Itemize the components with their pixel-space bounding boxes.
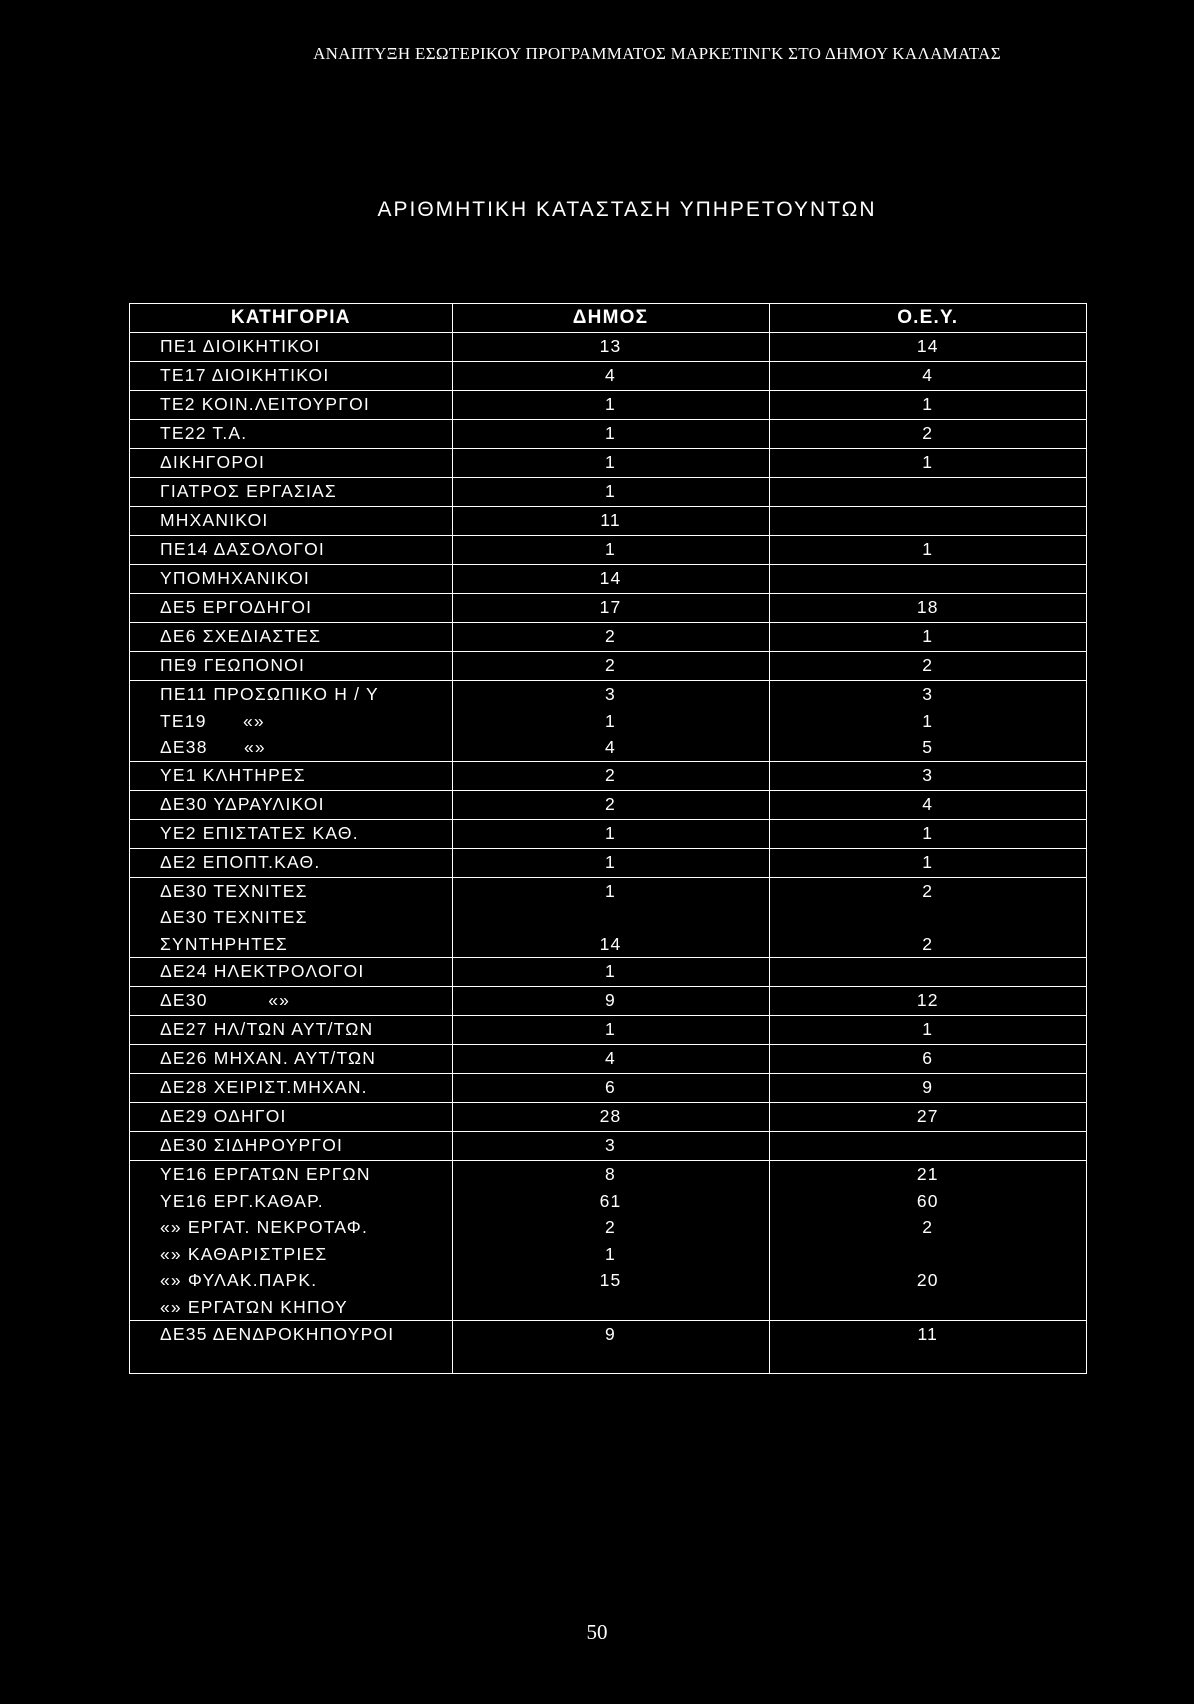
dimos-value: 13 bbox=[599, 336, 622, 356]
category-cell bbox=[130, 1103, 452, 1132]
category-cell bbox=[130, 987, 452, 1016]
category-cell bbox=[130, 391, 452, 420]
oey-cell bbox=[769, 1161, 1086, 1321]
dimos-value bbox=[453, 904, 769, 931]
oey-value: 1 bbox=[922, 394, 934, 414]
oey-cell bbox=[769, 449, 1086, 478]
category-cell bbox=[130, 333, 452, 362]
table-body bbox=[130, 333, 1086, 1374]
oey-value: 20 bbox=[916, 1270, 939, 1290]
category-value: «» ΦΥΛΑΚ.ΠΑΡΚ. bbox=[160, 1270, 318, 1290]
dimos-value: 1 bbox=[605, 880, 616, 901]
category-value: ΔΕ24 ΗΛΕΚΤΡΟΛΟΓΟΙ bbox=[160, 961, 365, 981]
category-value: ΔΕ30 ΤΕΧΝΙΤΕΣ bbox=[160, 907, 308, 927]
category-value: ΔΕ29 ΟΔΗΓΟΙ bbox=[160, 1106, 287, 1126]
table-row bbox=[130, 623, 1086, 652]
oey-value: 14 bbox=[916, 336, 939, 356]
oey-value: 2 bbox=[922, 423, 934, 443]
dimos-cell bbox=[452, 623, 769, 652]
category-value: ΤΕ19 «» bbox=[160, 710, 265, 731]
category-value: ΔΕ28 ΧΕΙΡΙΣΤ.ΜΗΧΑΝ. bbox=[160, 1077, 368, 1097]
dimos-value: 3 bbox=[605, 684, 616, 704]
oey-value bbox=[770, 904, 1087, 931]
dimos-value: 4 bbox=[605, 1048, 616, 1068]
category-value: ΔΕ26 ΜΗΧΑΝ. ΑΥΤ/ΤΩΝ bbox=[160, 1048, 377, 1068]
category-value: ΥΕ1 ΚΛΗΤΗΡΕΣ bbox=[160, 764, 306, 785]
dimos-value: 61 bbox=[599, 1190, 622, 1211]
dimos-value bbox=[453, 1294, 769, 1321]
oey-value bbox=[770, 1132, 1087, 1159]
dimos-cell bbox=[452, 478, 769, 507]
dimos-value: 17 bbox=[599, 597, 622, 617]
category-value: ΔΕ30 ΥΔΡΑΥΛΙΚΟΙ bbox=[160, 793, 325, 814]
dimos-value: 28 bbox=[599, 1106, 622, 1126]
oey-value: 3 bbox=[922, 764, 934, 785]
dimos-cell bbox=[452, 681, 769, 762]
category-cell bbox=[130, 623, 452, 652]
table-row bbox=[130, 507, 1086, 536]
dimos-value: 3 bbox=[605, 1135, 616, 1155]
dimos-value: 1 bbox=[605, 481, 616, 501]
oey-cell bbox=[769, 1103, 1086, 1132]
category-value: ΔΕ38 «» bbox=[160, 737, 266, 757]
dimos-cell bbox=[452, 1321, 769, 1374]
oey-value: 1 bbox=[922, 452, 934, 472]
dimos-cell bbox=[452, 420, 769, 449]
table-row bbox=[130, 1132, 1086, 1161]
category-value: ΥΠΟΜΗΧΑΝΙΚΟΙ bbox=[160, 568, 310, 588]
oey-value: 6 bbox=[922, 1048, 934, 1068]
dimos-cell bbox=[452, 1161, 769, 1321]
oey-cell bbox=[769, 623, 1086, 652]
dimos-value: 1 bbox=[605, 539, 616, 559]
category-value: ΔΙΚΗΓΟΡΟΙ bbox=[160, 452, 266, 472]
category-value: «» ΚΑΘΑΡΙΣΤΡΙΕΣ bbox=[160, 1243, 328, 1264]
oey-cell bbox=[769, 536, 1086, 565]
dimos-cell bbox=[452, 1132, 769, 1161]
oey-value: 1 bbox=[922, 626, 934, 646]
dimos-value: 1 bbox=[605, 851, 616, 872]
header-dimos: ΔΗΜΟΣ bbox=[452, 304, 769, 333]
category-cell bbox=[130, 877, 452, 958]
category-value: ΤΕ2 ΚΟΙΝ.ΛΕΙΤΟΥΡΓΟΙ bbox=[160, 394, 370, 414]
category-cell bbox=[130, 536, 452, 565]
oey-value bbox=[770, 507, 1087, 534]
dimos-value: 9 bbox=[605, 1324, 616, 1344]
oey-value: 12 bbox=[916, 990, 939, 1010]
dimos-cell bbox=[452, 790, 769, 819]
category-value: ΤΕ22 Τ.Α. bbox=[160, 423, 248, 443]
table-row bbox=[130, 420, 1086, 449]
oey-cell bbox=[769, 362, 1086, 391]
category-value: ΠΕ14 ΔΑΣΟΛΟΓΟΙ bbox=[160, 539, 325, 559]
category-value: ΤΕ17 ΔΙΟΙΚΗΤΙΚΟΙ bbox=[160, 365, 330, 385]
category-cell bbox=[130, 1016, 452, 1045]
oey-cell bbox=[769, 333, 1086, 362]
category-value: ΜΗΧΑΝΙΚΟΙ bbox=[160, 510, 269, 530]
oey-cell bbox=[769, 877, 1086, 958]
page-title: ΑΡΙΘΜΗΤΙΚΗ ΚΑΤΑΣΤΑΣΗ ΥΠΗΡΕΤΟΥΝΤΩΝ bbox=[377, 198, 877, 221]
dimos-cell bbox=[452, 848, 769, 877]
dimos-cell bbox=[452, 536, 769, 565]
category-cell bbox=[130, 761, 452, 790]
oey-cell bbox=[769, 391, 1086, 420]
oey-value bbox=[770, 1294, 1087, 1321]
dimos-value: 2 bbox=[605, 655, 616, 675]
category-value: ΥΕ16 ΕΡΓΑΤΩΝ ΕΡΓΩΝ bbox=[160, 1164, 371, 1184]
category-value: ΠΕ9 ΓΕΩΠΟΝΟΙ bbox=[160, 655, 306, 675]
category-value: ΓΙΑΤΡΟΣ ΕΡΓΑΣΙΑΣ bbox=[160, 481, 337, 501]
oey-value: 11 bbox=[917, 1324, 939, 1344]
category-value: ΔΕ6 ΣΧΕΔΙΑΣΤΕΣ bbox=[160, 626, 322, 646]
dimos-value: 1 bbox=[605, 1243, 616, 1264]
oey-cell bbox=[769, 1045, 1086, 1074]
dimos-value: 2 bbox=[605, 1217, 616, 1237]
oey-value: 2 bbox=[922, 655, 934, 675]
dimos-value: 4 bbox=[605, 365, 616, 385]
category-cell bbox=[130, 1161, 452, 1321]
oey-value: 4 bbox=[922, 793, 934, 814]
dimos-value: 1 bbox=[605, 394, 616, 414]
dimos-value: 2 bbox=[605, 626, 616, 646]
dimos-value: 11 bbox=[600, 510, 621, 530]
dimos-cell bbox=[452, 819, 769, 848]
category-value: ΔΕ30 ΤΕΧΝΙΤΕΣ bbox=[160, 880, 308, 901]
table-row bbox=[130, 681, 1086, 762]
category-value: ΣΥΝΤΗΡΗΤΕΣ bbox=[160, 933, 288, 954]
oey-cell bbox=[769, 987, 1086, 1016]
dimos-value: 1 bbox=[605, 710, 616, 731]
category-cell bbox=[130, 478, 452, 507]
dimos-value: 4 bbox=[605, 737, 616, 757]
dimos-cell bbox=[452, 877, 769, 958]
category-cell bbox=[130, 420, 452, 449]
oey-value: 3 bbox=[922, 684, 934, 704]
oey-value: 4 bbox=[922, 365, 934, 385]
oey-cell bbox=[769, 565, 1086, 594]
oey-value: 1 bbox=[922, 710, 934, 731]
table-row bbox=[130, 652, 1086, 681]
dimos-cell bbox=[452, 391, 769, 420]
oey-value bbox=[770, 1241, 1087, 1268]
table-row bbox=[130, 565, 1086, 594]
oey-value: 2 bbox=[922, 880, 934, 901]
oey-cell bbox=[769, 1016, 1086, 1045]
oey-cell bbox=[769, 958, 1086, 987]
category-cell bbox=[130, 1045, 452, 1074]
dimos-cell bbox=[452, 1045, 769, 1074]
dimos-value: 1 bbox=[605, 452, 616, 472]
category-value: ΔΕ35 ΔΕΝΔΡΟΚΗΠΟΥΡΟΙ bbox=[160, 1324, 395, 1344]
oey-cell bbox=[769, 1074, 1086, 1103]
table-row bbox=[130, 877, 1086, 958]
dimos-value: 1 bbox=[605, 822, 616, 843]
dimos-value: 15 bbox=[599, 1270, 622, 1290]
category-value: ΔΕ30 ΣΙΔΗΡΟΥΡΓΟΙ bbox=[160, 1135, 344, 1155]
oey-cell bbox=[769, 478, 1086, 507]
table-row bbox=[130, 449, 1086, 478]
category-value: ΔΕ2 ΕΠΟΠΤ.ΚΑΘ. bbox=[160, 851, 321, 872]
table-row bbox=[130, 819, 1086, 848]
table-row bbox=[130, 1103, 1086, 1132]
oey-cell bbox=[769, 594, 1086, 623]
category-value: ΠΕ11 ΠΡΟΣΩΠΙΚΟ Η / Υ bbox=[160, 684, 379, 704]
dimos-value: 1 bbox=[605, 961, 616, 981]
category-value: ΥΕ16 ΕΡΓ.ΚΑΘΑΡ. bbox=[160, 1190, 324, 1211]
table-header-row bbox=[130, 304, 1086, 333]
category-cell bbox=[130, 790, 452, 819]
category-value: ΠΕ1 ΔΙΟΙΚΗΤΙΚΟΙ bbox=[160, 336, 321, 356]
category-value: «» ΕΡΓΑΤΩΝ ΚΗΠΟΥ bbox=[160, 1296, 348, 1317]
category-cell bbox=[130, 681, 452, 762]
table-row bbox=[130, 362, 1086, 391]
dimos-value: 14 bbox=[599, 933, 622, 954]
table-row bbox=[130, 1074, 1086, 1103]
oey-value: 9 bbox=[922, 1077, 934, 1097]
oey-cell bbox=[769, 1321, 1086, 1374]
oey-cell bbox=[769, 848, 1086, 877]
category-cell bbox=[130, 507, 452, 536]
category-cell bbox=[130, 449, 452, 478]
oey-value: 1 bbox=[922, 1019, 934, 1039]
table-row bbox=[130, 391, 1086, 420]
table-row bbox=[130, 333, 1086, 362]
dimos-value: 2 bbox=[605, 764, 616, 785]
oey-value bbox=[770, 565, 1087, 592]
table-row bbox=[130, 478, 1086, 507]
header-category: ΚΑΤΗΓΟΡΙΑ bbox=[130, 304, 452, 333]
oey-cell bbox=[769, 652, 1086, 681]
running-header: ΑΝΑΠΤΥΞΗ ΕΣΩΤΕΡΙΚΟΥ ΠΡΟΓΡΑΜΜΑΤΟΣ ΜΑΡΚΕΤΙΝΓΚ ΣΤΟ ΔΗΜΟΥ ΚΑΛΑΜΑΤΑΣ bbox=[313, 44, 1001, 63]
dimos-cell bbox=[452, 1016, 769, 1045]
table-row bbox=[130, 1016, 1086, 1045]
category-cell bbox=[130, 848, 452, 877]
dimos-cell bbox=[452, 362, 769, 391]
dimos-cell bbox=[452, 1074, 769, 1103]
oey-value: 1 bbox=[922, 822, 934, 843]
category-value: ΔΕ5 ΕΡΓΟΔΗΓΟΙ bbox=[160, 597, 313, 617]
table-row bbox=[130, 1045, 1086, 1074]
dimos-cell bbox=[452, 449, 769, 478]
table-row bbox=[130, 987, 1086, 1016]
dimos-cell bbox=[452, 507, 769, 536]
oey-cell bbox=[769, 790, 1086, 819]
header-oey: Ο.Ε.Υ. bbox=[769, 304, 1086, 333]
dimos-value: 14 bbox=[599, 568, 622, 588]
oey-value: 5 bbox=[922, 737, 934, 757]
oey-value bbox=[770, 478, 1087, 505]
category-cell bbox=[130, 565, 452, 594]
table-row bbox=[130, 790, 1086, 819]
category-cell bbox=[130, 1132, 452, 1161]
category-cell bbox=[130, 362, 452, 391]
dimos-value: 1 bbox=[605, 1019, 616, 1039]
category-cell bbox=[130, 958, 452, 987]
dimos-cell bbox=[452, 594, 769, 623]
oey-value: 1 bbox=[922, 851, 934, 872]
oey-cell bbox=[769, 819, 1086, 848]
dimos-value: 1 bbox=[605, 423, 616, 443]
category-value: ΔΕ27 ΗΛ/ΤΩΝ ΑΥΤ/ΤΩΝ bbox=[160, 1019, 374, 1039]
category-cell bbox=[130, 1074, 452, 1103]
table-row bbox=[130, 848, 1086, 877]
page-number: 50 bbox=[586, 1620, 608, 1644]
dimos-cell bbox=[452, 958, 769, 987]
oey-value: 21 bbox=[916, 1164, 939, 1184]
oey-value: 2 bbox=[922, 1217, 934, 1237]
table-row bbox=[130, 1161, 1086, 1321]
dimos-cell bbox=[452, 652, 769, 681]
category-cell bbox=[130, 1321, 452, 1374]
category-value: ΥΕ2 ΕΠΙΣΤΑΤΕΣ ΚΑΘ. bbox=[160, 822, 359, 843]
oey-cell bbox=[769, 681, 1086, 762]
oey-value: 27 bbox=[916, 1106, 939, 1126]
category-cell bbox=[130, 819, 452, 848]
oey-cell bbox=[769, 420, 1086, 449]
dimos-value: 6 bbox=[605, 1077, 616, 1097]
staff-table bbox=[130, 304, 1086, 1373]
dimos-cell bbox=[452, 565, 769, 594]
category-value: ΔΕ30 «» bbox=[160, 990, 291, 1010]
dimos-cell bbox=[452, 1103, 769, 1132]
dimos-value: 8 bbox=[605, 1164, 616, 1184]
oey-value bbox=[770, 958, 1087, 985]
category-cell bbox=[130, 594, 452, 623]
table-row bbox=[130, 536, 1086, 565]
dimos-value: 2 bbox=[605, 793, 616, 814]
table-row bbox=[130, 594, 1086, 623]
oey-value: 1 bbox=[922, 539, 934, 559]
oey-value: 2 bbox=[922, 933, 934, 954]
table-row bbox=[130, 1321, 1086, 1374]
table-row bbox=[130, 761, 1086, 790]
category-value: «» ΕΡΓΑΤ. ΝΕΚΡΟΤΑΦ. bbox=[160, 1217, 369, 1237]
staff-table-frame bbox=[129, 303, 1087, 1374]
table-row bbox=[130, 958, 1086, 987]
oey-cell bbox=[769, 1132, 1086, 1161]
dimos-cell bbox=[452, 761, 769, 790]
oey-value: 60 bbox=[916, 1190, 939, 1211]
dimos-cell bbox=[452, 333, 769, 362]
oey-cell bbox=[769, 761, 1086, 790]
oey-cell bbox=[769, 507, 1086, 536]
category-cell bbox=[130, 652, 452, 681]
oey-value: 18 bbox=[916, 597, 939, 617]
dimos-value: 9 bbox=[605, 990, 616, 1010]
dimos-cell bbox=[452, 987, 769, 1016]
